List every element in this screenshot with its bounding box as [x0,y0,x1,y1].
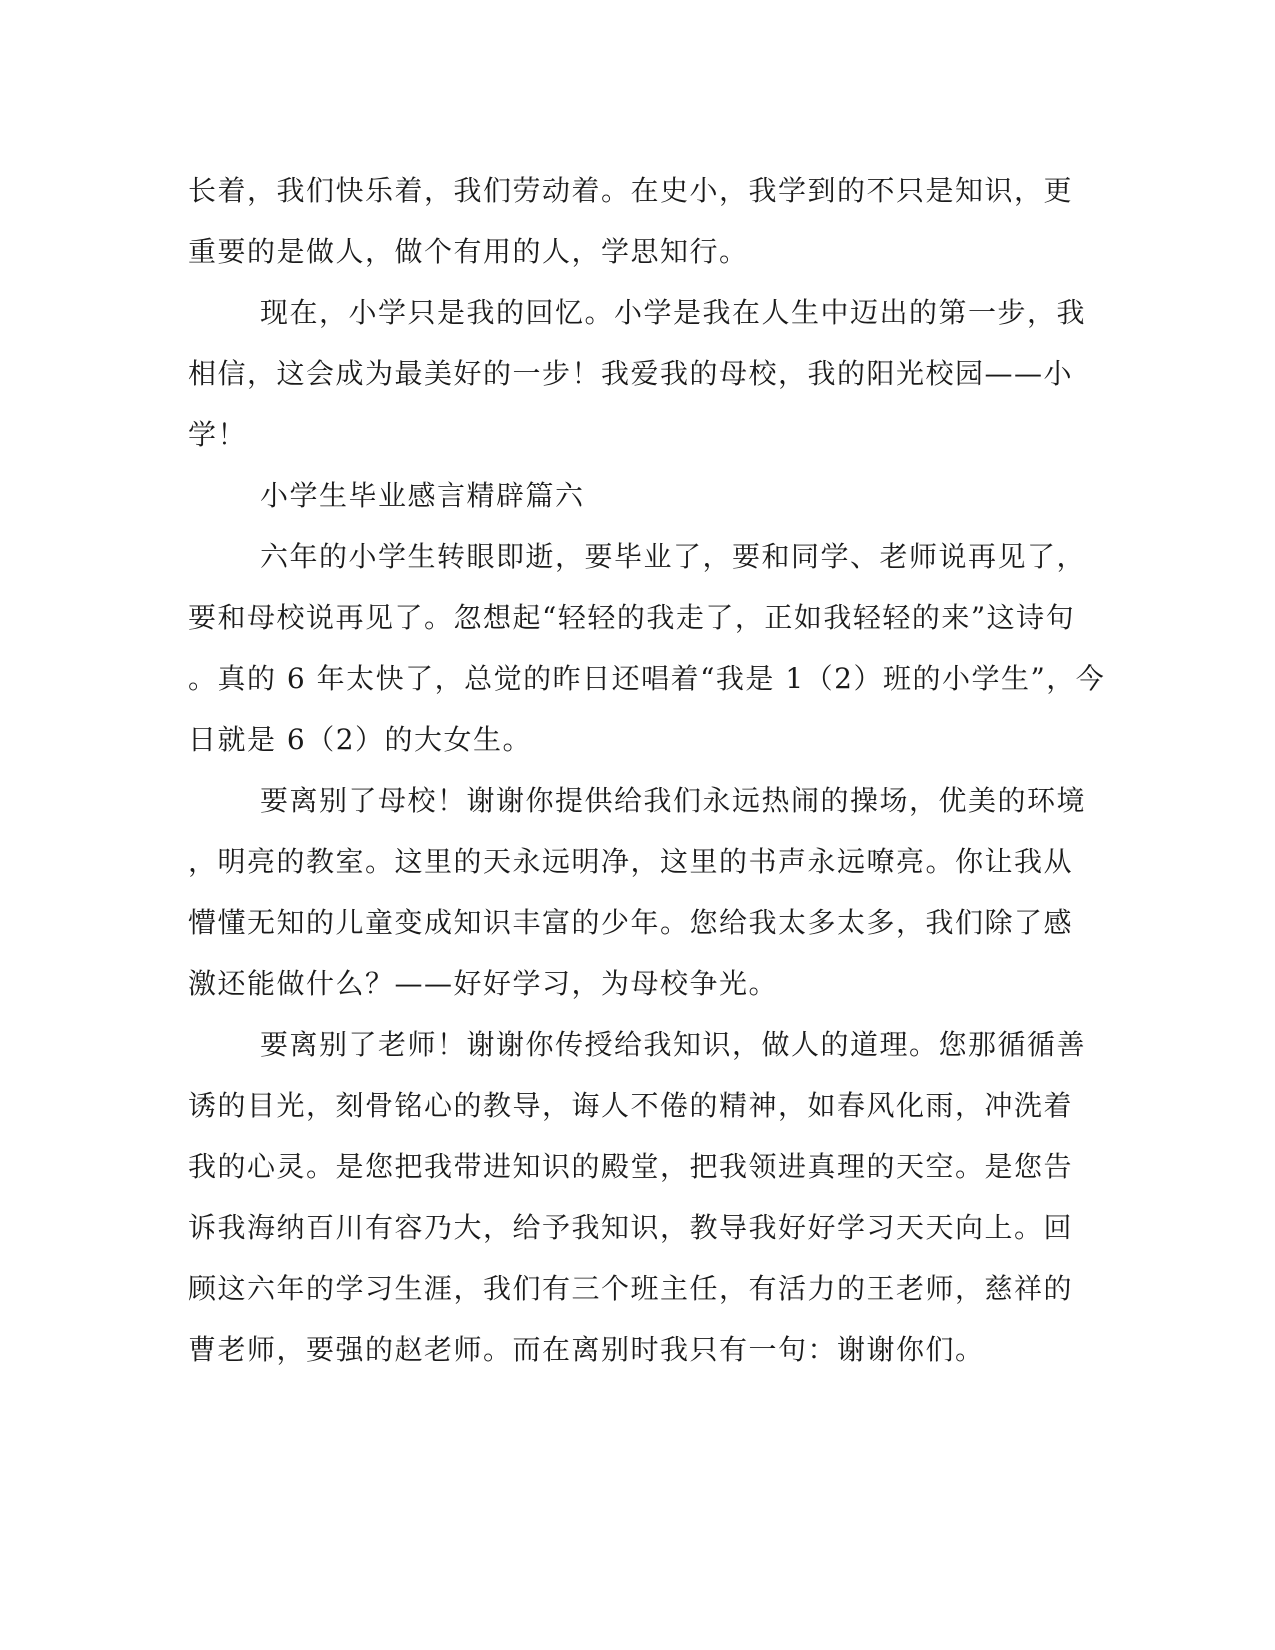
text-line: 。真的 6 年太快了，总觉的昨日还唱着“我是 1（2）班的小学生”，今 [188,662,1106,695]
paragraph-continuation [188,160,1074,282]
paragraph [188,1014,1087,1380]
text-line: 诱的目光，刻骨铭心的教导，诲人不倦的精神，如春风化雨，冲洗着 [188,1089,1074,1122]
text-line: 诉我海纳百川有容乃大，给予我知识，教导我好好学习天天向上。回 [188,1211,1074,1244]
paragraph [188,770,1087,1014]
paragraph [188,282,1087,465]
text-line: 要离别了母校！谢谢你提供给我们永远热闹的操场，优美的环境 [260,784,1087,817]
text-line: 日就是 6（2）的大女生。 [188,723,533,756]
text-line: 学！ [188,418,248,451]
heading-text: 小学生毕业感言精辟篇六 [260,479,585,512]
text-line: ，明亮的教室。这里的天永远明净，这里的书声永远嘹亮。你让我从 [188,845,1074,878]
paragraph [188,526,1106,770]
text-line: 懵懂无知的儿童变成知识丰富的少年。您给我太多太多，我们除了感 [188,906,1074,939]
text-line: 要和母校说再见了。忽想起“轻轻的我走了，正如我轻轻的来”这诗句 [188,601,1076,634]
text-line: 曹老师，要强的赵老师。而在离别时我只有一句：谢谢你们。 [188,1333,985,1366]
text-line: 六年的小学生转眼即逝，要毕业了，要和同学、老师说再见了， [260,540,1087,573]
text-line: 重要的是做人，做个有用的人，学思知行。 [188,235,749,268]
document-body [188,160,1106,1380]
text-line: 长着，我们快乐着，我们劳动着。在史小，我学到的不只是知识，更 [188,174,1074,207]
text-line: 激还能做什么？——好好学习，为母校争光。 [188,967,779,1000]
text-line: 要离别了老师！谢谢你传授给我知识，做人的道理。您那循循善 [260,1028,1087,1061]
text-line: 相信，这会成为最美好的一步！我爱我的母校，我的阳光校园——小 [188,357,1074,390]
text-line: 我的心灵。是您把我带进知识的殿堂，把我领进真理的天空。是您告 [188,1150,1074,1183]
section-heading [188,465,1068,526]
text-line: 顾这六年的学习生涯，我们有三个班主任，有活力的王老师，慈祥的 [188,1272,1074,1305]
text-line: 现在，小学只是我的回忆。小学是我在人生中迈出的第一步，我 [260,296,1087,329]
